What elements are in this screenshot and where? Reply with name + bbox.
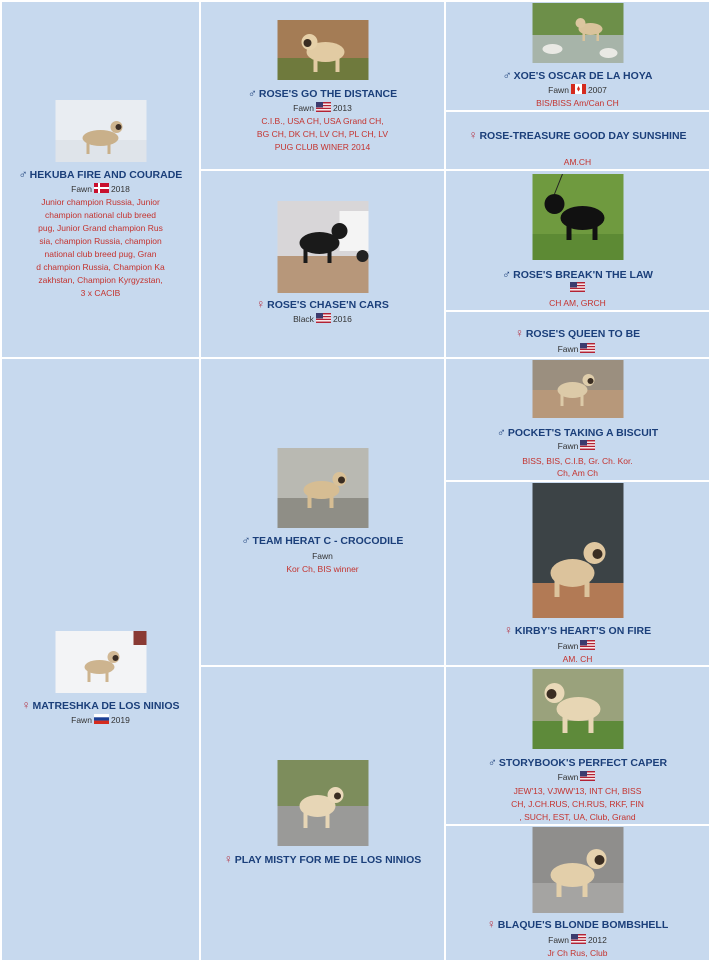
pedigree-cell-dam-sire: [201, 359, 444, 665]
canada-flag-icon: [571, 84, 586, 94]
male-symbol-icon: ♂: [502, 68, 512, 82]
dog-name-row: [446, 129, 709, 143]
title-line: AM. CH: [562, 654, 593, 664]
dog-name-row: [2, 168, 199, 182]
title-line: Jr Ch Rus, Club: [547, 948, 608, 958]
dog-info: [446, 771, 709, 783]
dog-titles: [446, 455, 709, 479]
dog-name[interactable]: POCKET'S TAKING A BISCUIT: [507, 427, 659, 439]
pedigree-cell-dss: [446, 359, 709, 480]
dog-photo-team-herat: [277, 448, 368, 528]
dog-info: [446, 934, 709, 946]
dog-color: Fawn: [548, 85, 569, 95]
dog-name[interactable]: KIRBY'S HEART'S ON FIRE: [514, 625, 652, 637]
dog-photo-kirby: [532, 483, 623, 618]
dog-name-row: [201, 534, 444, 548]
russia-flag-icon: [94, 714, 109, 724]
dog-color: Fawn: [557, 772, 579, 782]
usa-flag-icon: [580, 440, 595, 450]
dog-name-row: [446, 327, 709, 341]
female-symbol-icon: ♀: [503, 623, 513, 637]
dog-name[interactable]: HEKUBA FIRE AND COURADE: [29, 169, 183, 181]
dog-year: 2019: [110, 715, 130, 725]
usa-flag-icon: [571, 934, 586, 944]
dog-name-row: [446, 426, 709, 440]
dog-titles: [446, 653, 709, 665]
usa-flag-icon: [580, 640, 595, 650]
dog-name-row: [201, 298, 444, 312]
dog-name-row: [446, 756, 709, 770]
dog-titles: [446, 297, 709, 310]
dog-name-row: [201, 87, 444, 101]
dog-titles: [201, 115, 444, 154]
dog-info: [201, 102, 444, 114]
dog-name[interactable]: ROSE'S GO THE DISTANCE: [258, 88, 398, 100]
title-line: champion national club breed: [44, 210, 157, 220]
title-line: sia, champion Russia, champion: [39, 236, 162, 246]
usa-flag-icon: [570, 282, 585, 292]
denmark-flag-icon: [94, 183, 109, 193]
dog-name[interactable]: XOE'S OSCAR DE LA HOYA: [513, 70, 653, 82]
female-symbol-icon: ♀: [468, 128, 478, 142]
title-line: BG CH, DK CH, LV CH, PL CH, LV: [256, 129, 389, 139]
dog-info: [2, 183, 199, 195]
pedigree-cell-ddd: [446, 826, 709, 960]
dog-titles: [2, 196, 199, 300]
dog-name-row: [446, 624, 709, 638]
dog-name[interactable]: TEAM HERAT C - CROCODILE: [252, 535, 404, 547]
dog-name[interactable]: ROSE-TREASURE GOOD DAY SUNSHINE: [479, 130, 687, 142]
dog-name-row: [446, 918, 709, 932]
dog-year: 2007: [587, 85, 607, 95]
dog-name-row: [446, 268, 709, 282]
dog-info: [2, 714, 199, 726]
dog-info: [446, 343, 709, 355]
pedigree-cell-dam: [2, 359, 199, 960]
pedigree-cell-ssd: [446, 112, 709, 169]
title-line: zakhstan, Champion Kyrgyzstan,: [38, 275, 163, 285]
male-symbol-icon: ♂: [18, 167, 28, 181]
title-line: Ch, Am Ch: [556, 468, 599, 478]
dog-year: 2016: [332, 314, 352, 324]
female-symbol-icon: ♀: [486, 917, 496, 931]
male-symbol-icon: ♂: [496, 425, 506, 439]
title-line: PUG CLUB WINER 2014: [274, 142, 371, 152]
title-line: CH, J.CH.RUS, CH.RUS, RKF, FIN: [511, 799, 644, 809]
dog-photo-hekuba: [55, 100, 146, 162]
female-symbol-icon: ♀: [21, 698, 31, 712]
dog-info: [201, 313, 444, 325]
title-line: national club breed pug, Gran: [44, 249, 157, 259]
dog-year: 2013: [332, 103, 352, 113]
dog-info: [446, 282, 709, 294]
title-line: JEW'13, VJWW'13, INT CH, BISS: [513, 786, 642, 796]
male-symbol-icon: ♂: [502, 267, 512, 281]
dog-color: Black: [293, 314, 314, 324]
usa-flag-icon: [580, 771, 595, 781]
dog-photo-pocket: [532, 360, 623, 418]
title-line: pug, Junior Grand champion Rus: [38, 223, 163, 233]
dog-titles: [446, 947, 709, 959]
dog-year: 2012: [587, 935, 607, 945]
dog-color: Fawn: [557, 441, 579, 451]
dog-photo-matreshka: [55, 631, 146, 693]
male-symbol-icon: ♂: [241, 533, 251, 547]
dog-color: Fawn: [293, 103, 314, 113]
pedigree-cell-sss: [446, 2, 709, 110]
title-line: 3 x CACIB: [80, 288, 121, 298]
pedigree-cell-dds: [446, 667, 709, 824]
title-line: CH AM, GRCH: [549, 298, 606, 308]
dog-titles: [446, 785, 709, 824]
male-symbol-icon: ♂: [487, 755, 497, 769]
dog-photo-blaque: [532, 827, 623, 913]
dog-color: Fawn: [548, 935, 569, 945]
dog-name-row: [2, 699, 199, 713]
title-line: BISS, BIS, C.I.B, Gr. Ch. Kor.: [522, 456, 633, 466]
title-line: Kor Ch, BIS winner: [286, 564, 359, 574]
dog-name[interactable]: PLAY MISTY FOR ME DE LOS NINIOS: [234, 854, 422, 866]
dog-year: 2018: [110, 184, 130, 194]
dog-name[interactable]: BLAQUE'S BLONDE BOMBSHELL: [497, 919, 669, 931]
title-line: Junior champion Russia, Junior: [41, 197, 160, 207]
dog-info: [446, 84, 709, 96]
dog-name[interactable]: STORYBOOK'S PERFECT CAPER: [498, 757, 668, 769]
dog-color: Fawn: [71, 715, 92, 725]
dog-info: [446, 640, 709, 652]
pedigree-cell-dsd: [446, 482, 709, 665]
dog-name[interactable]: ROSE'S QUEEN TO BE: [525, 328, 641, 340]
dog-info: [446, 440, 709, 452]
dog-name[interactable]: ROSE'S BREAK'N THE LAW: [513, 269, 653, 281]
title-line: , SUCH, EST, UA, Club, Grand: [519, 812, 636, 822]
dog-titles: [446, 97, 709, 110]
dog-info: [201, 550, 444, 562]
dog-titles: [201, 563, 444, 576]
dog-photo-rose-chase: [277, 201, 368, 293]
dog-photo-storybook: [532, 669, 623, 749]
dog-titles: [446, 156, 709, 169]
dog-photo-rose-distance: [277, 20, 368, 80]
female-symbol-icon: ♀: [223, 852, 233, 866]
dog-color: Fawn: [557, 344, 579, 354]
title-line: d champion Russia, Champion Ka: [36, 262, 165, 272]
dog-photo-play-misty: [277, 760, 368, 846]
usa-flag-icon: [316, 102, 331, 112]
dog-color: Fawn: [71, 184, 92, 194]
dog-color: Fawn: [557, 641, 579, 651]
pedigree-cell-sire-sire: [201, 2, 444, 169]
dog-name-row: [446, 69, 709, 83]
usa-flag-icon: [580, 343, 595, 353]
dog-photo-rose-break: [532, 174, 623, 260]
dog-name[interactable]: ROSE'S CHASE'N CARS: [267, 299, 389, 311]
title-line: AM.CH: [563, 157, 592, 167]
dog-name[interactable]: MATRESHKA DE LOS NINIOS: [32, 700, 180, 712]
pedigree-cell-sire: [2, 2, 199, 357]
female-symbol-icon: ♀: [514, 326, 524, 340]
dog-color: Fawn: [312, 551, 333, 561]
pedigree-cell-sds: [446, 171, 709, 310]
dog-name-row: [201, 853, 444, 867]
pedigree-cell-dam-dam: [201, 667, 444, 960]
usa-flag-icon: [316, 313, 331, 323]
title-line: C.I.B., USA CH, USA Grand CH,: [261, 116, 384, 126]
title-line: BIS/BISS Am/Can CH: [536, 98, 619, 108]
pedigree-cell-sdd: [446, 312, 709, 357]
pedigree-cell-sire-dam: [201, 171, 444, 357]
dog-photo-xoe: [532, 3, 623, 63]
male-symbol-icon: ♂: [247, 86, 257, 100]
female-symbol-icon: ♀: [256, 297, 266, 311]
